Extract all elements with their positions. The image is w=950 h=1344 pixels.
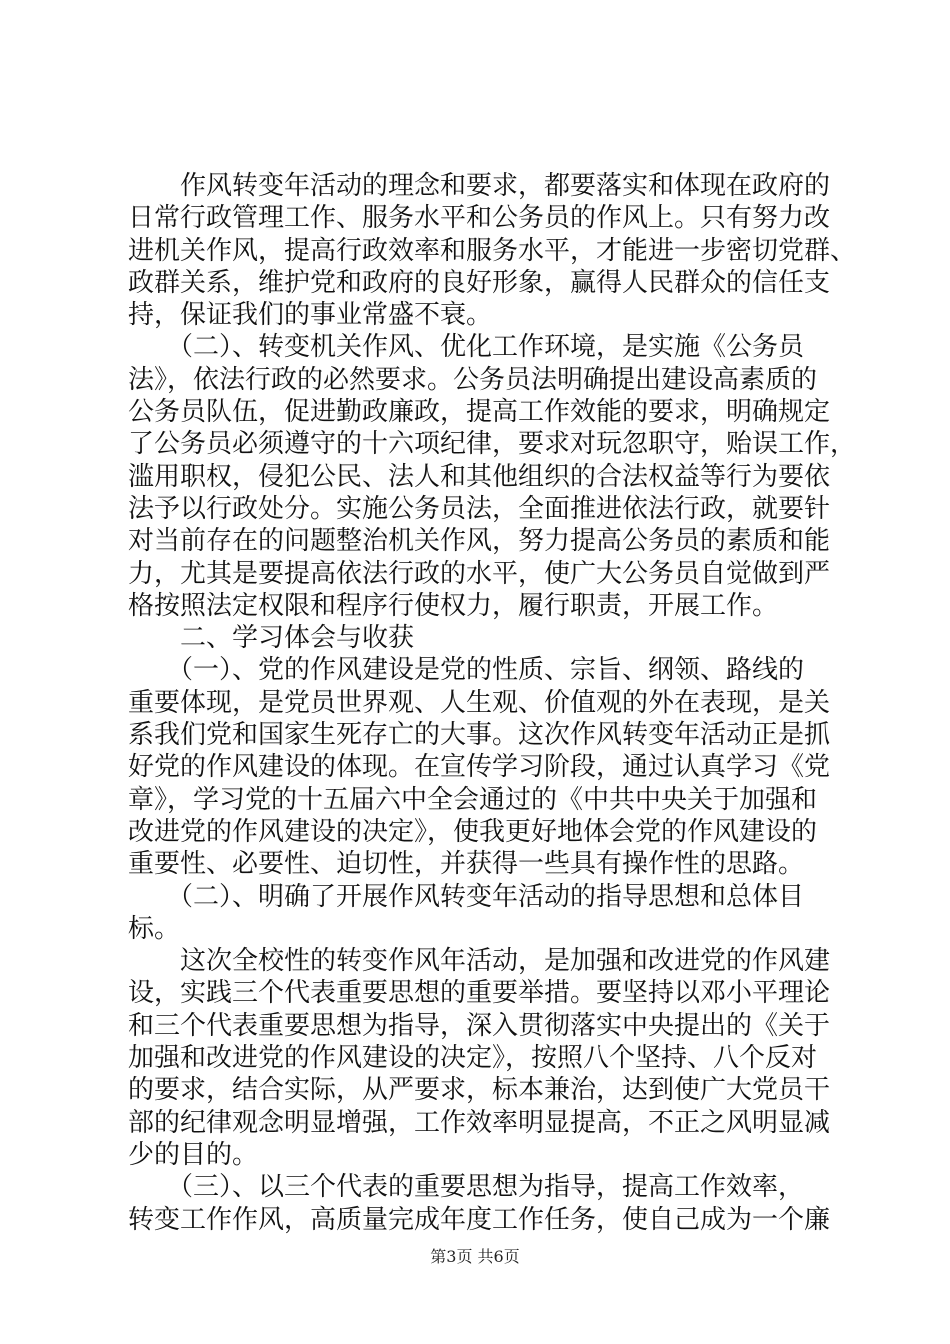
page-footer: 第3页 共6页 (430, 1247, 520, 1266)
text-line: 格按照法定权限和程序行使权力，履行职责，开展工作。 (128, 590, 779, 621)
text-line: 力，尤其是要提高依法行政的水平，使广大公务员自觉做到严 (128, 558, 831, 589)
text-line: 好党的作风建设的体现。在宣传学习阶段，通过认真学习《党 (128, 752, 831, 783)
text-line: 法》，依法行政的必然要求。公务员法明确提出建设高素质的 (128, 364, 818, 395)
text-line: 二、学习体会与收获 (128, 623, 415, 654)
text-line: 设，实践三个代表重要思想的重要举措。要坚持以邓小平理论 (128, 978, 831, 1009)
text-line: 这次全校性的转变作风年活动，是加强和改进党的作风建 (128, 946, 831, 977)
text-line: 的要求，结合实际，从严要求，标本兼治，达到使广大党员干 (128, 1075, 831, 1106)
text-line: 重要体现，是党员世界观、人生观、价值观的外在表现，是关 (128, 687, 831, 718)
text-line: 加强和改进党的作风建设的决定》，按照八个坚持、八个反对 (128, 1043, 818, 1074)
text-line: 部的纪律观念明显增强，工作效率明显提高，不正之风明显减 (128, 1107, 831, 1138)
text-line: 作风转变年活动的理念和要求，都要落实和体现在政府的 (128, 171, 831, 201)
text-line: （二）、明确了开展作风转变年活动的指导思想和总体目 (128, 881, 805, 912)
text-line: 了公务员必须遵守的十六项纪律，要求对玩忽职守，贻误工作， (128, 429, 857, 460)
text-line: 对当前存在的问题整治机关作风，努力提高公务员的素质和能 (128, 526, 831, 557)
text-line: （三）、以三个代表的重要思想为指导，提高工作效率， (128, 1172, 805, 1203)
text-line: 少的目的。 (128, 1139, 259, 1170)
text-line: 政群关系，维护党和政府的良好形象，赢得人民群众的信任支 (128, 267, 831, 298)
text-line: （二）、转变机关作风、优化工作环境，是实施《公务员 (128, 332, 805, 363)
text-line: 进机关作风，提高行政效率和服务水平，才能进一步密切党群、 (128, 235, 857, 266)
text-line: 改进党的作风建设的决定》，使我更好地体会党的作风建设的 (128, 816, 818, 847)
text-line: 滥用职权，侵犯公民、法人和其他组织的合法权益等行为要依 (128, 461, 831, 492)
text-line: 系我们党和国家生死存亡的大事。这次作风转变年活动正是抓 (128, 720, 831, 751)
text-line: 日常行政管理工作、服务水平和公务员的作风上。只有努力改 (128, 203, 831, 234)
text-line: 法予以行政处分。实施公务员法，全面推进依法行政，就要针 (128, 493, 831, 524)
body-text (128, 170, 857, 1236)
text-line: 持，保证我们的事业常盛不衰。 (128, 300, 493, 331)
text-line: 章》，学习党的十五届六中全会通过的《中共中央关于加强和 (128, 784, 818, 815)
text-line: 重要性、必要性、迫切性，并获得一些具有操作性的思路。 (128, 849, 805, 880)
text-line: 转变工作作风，高质量完成年度工作任务，使自己成为一个廉 (128, 1204, 831, 1235)
text-line: 标。 (128, 913, 181, 944)
text-line: （一）、党的作风建设是党的性质、宗旨、纲领、路线的 (128, 655, 805, 686)
text-line: 公务员队伍，促进勤政廉政，提高工作效能的要求，明确规定 (128, 397, 831, 428)
text-line: 和三个代表重要思想为指导，深入贯彻落实中央提出的《关于 (128, 1010, 831, 1041)
